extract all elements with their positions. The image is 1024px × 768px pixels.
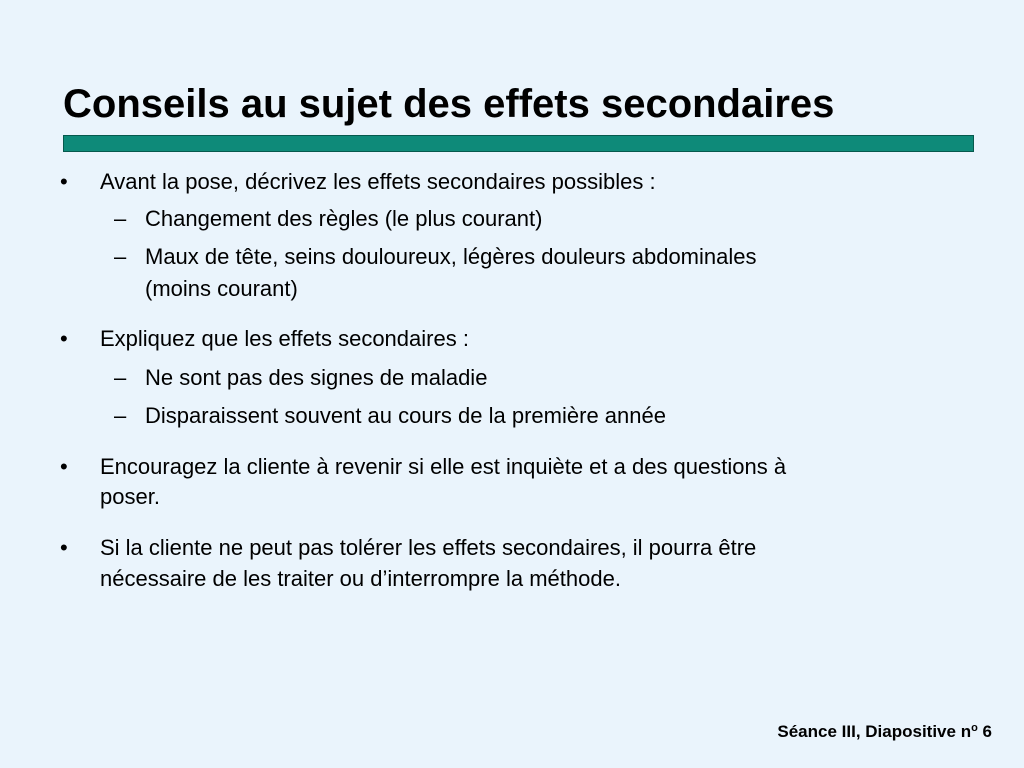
sub-bullet-text: Maux de tête, seins douloureux, légères douleurs abdominales xyxy=(145,244,757,269)
bullet-marker: • xyxy=(60,454,68,479)
dash-marker: – xyxy=(114,403,127,428)
sub-bullet-text: Disparaissent souvent au cours de la première année xyxy=(145,403,666,428)
bullet-text: Si la cliente ne peut pas tolérer les effets secondaires, il pourra être xyxy=(100,535,757,560)
bullet-text: Encouragez la cliente à revenir si elle est inquiète et a des questions à xyxy=(100,454,787,479)
bullet-text-continued: poser. xyxy=(100,484,160,509)
dash-marker: – xyxy=(114,206,127,231)
bullet-text: Expliquez que les effets secondaires : xyxy=(100,326,469,351)
sub-bullet-text: Ne sont pas des signes de maladie xyxy=(145,365,488,390)
sub-bullet-text: Changement des règles (le plus courant) xyxy=(145,206,543,231)
bullet-marker: • xyxy=(60,169,68,194)
slide-title: Conseils au sujet des effets secondaires xyxy=(63,82,835,126)
footer-prefix: Séance III, Diapositive n xyxy=(777,722,972,741)
bullet-text-continued: nécessaire de les traiter ou d’interrompre la méthode. xyxy=(100,566,621,591)
slide-footer xyxy=(777,720,992,744)
footer-superscript: o xyxy=(971,722,978,734)
footer-slide-number: 6 xyxy=(977,722,992,741)
sub-bullet-text-continued: (moins courant) xyxy=(145,276,298,301)
dash-marker: – xyxy=(114,365,127,390)
dash-marker: – xyxy=(114,244,127,269)
bullet-marker: • xyxy=(60,535,68,560)
bullet-marker: • xyxy=(60,326,68,351)
bullet-text: Avant la pose, décrivez les effets secondaires possibles : xyxy=(100,169,656,194)
